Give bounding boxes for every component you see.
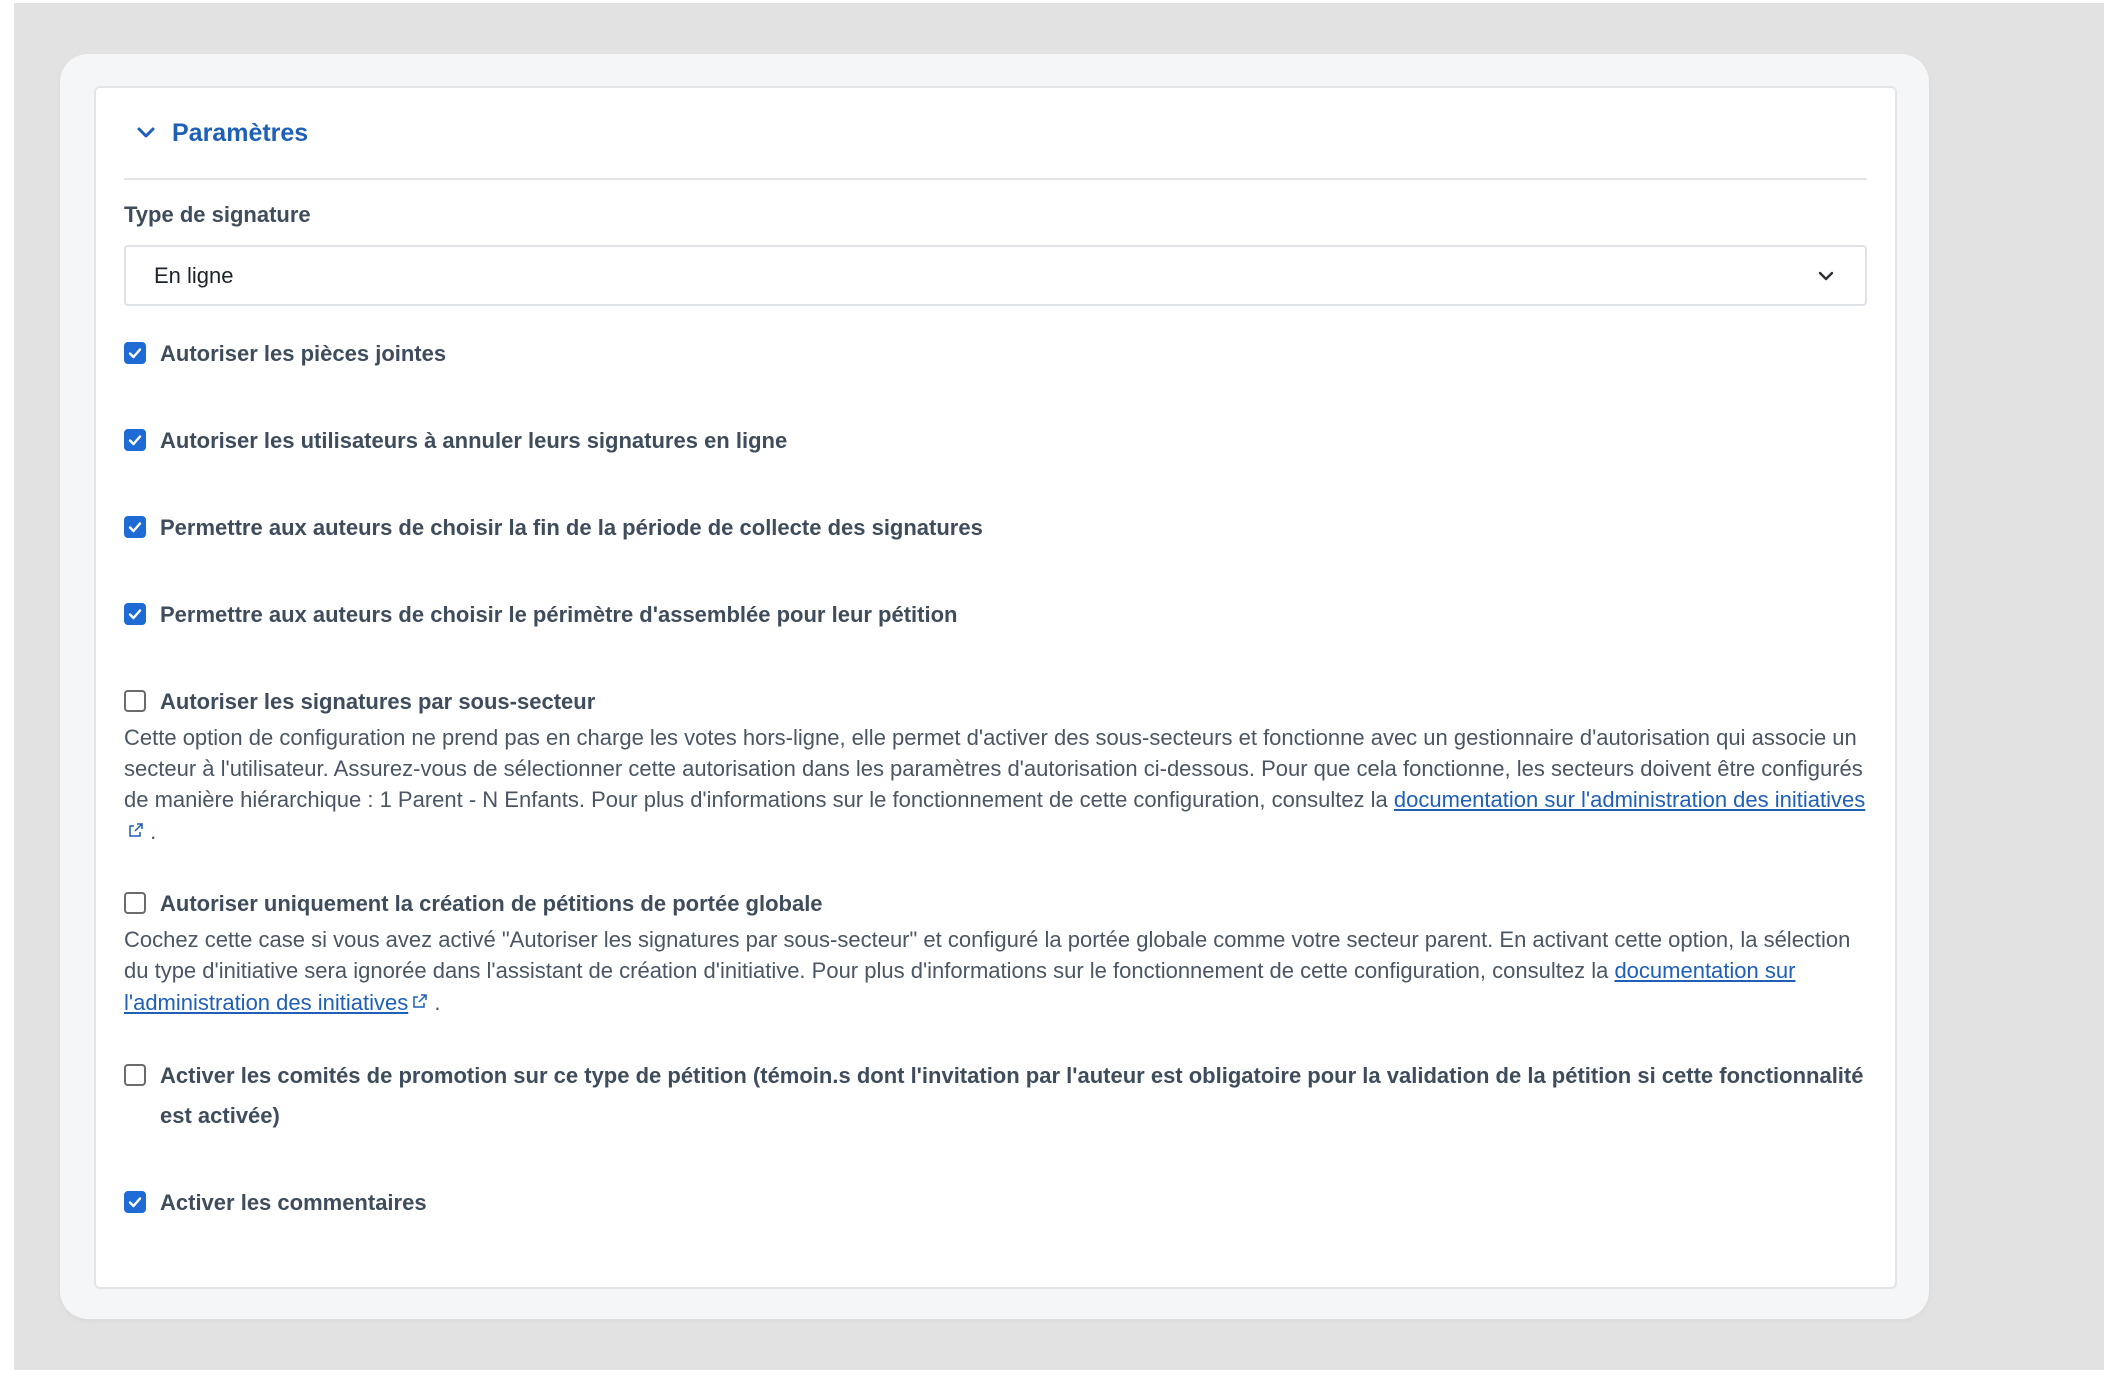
signature-type-label: Type de signature	[124, 202, 311, 227]
checkbox-global-scope-only[interactable]	[124, 892, 146, 914]
option-label: Activer les comités de promotion sur ce type de pétition (témoin.s dont l'invitation par l'auteur est obligatoire pour la validation de la pétition si cette fonctionnalité est activée)	[160, 1063, 1864, 1128]
documentation-link[interactable]: documentation sur l'administration des initiatives	[124, 958, 1796, 1015]
option-cancel-signatures	[124, 421, 1867, 461]
checkbox-comments[interactable]	[124, 1191, 146, 1213]
checkbox-assembly-scope[interactable]	[124, 603, 146, 625]
option-sub-sector-signatures	[124, 682, 1867, 847]
option-help-text: Cochez cette case si vous avez activé "Autoriser les signatures par sous-secteur" et configuré la portée globale comme votre secteur parent. En activant cette option, la sélection du type d'initiative sera ignorée dans l'assistant de création d'initiative. Pour plus d'informations sur le fonctionnement de cette configuration, consultez la documentation sur l'administration des initiatives .	[124, 927, 1851, 1015]
chevron-down-icon	[132, 119, 160, 147]
options-list	[124, 334, 1867, 1223]
check-icon	[127, 432, 143, 448]
option-collection-end	[124, 508, 1867, 548]
signature-type-value: En ligne	[154, 262, 234, 288]
check-icon	[127, 519, 143, 535]
check-icon	[127, 1194, 143, 1210]
external-link-icon	[412, 986, 428, 1002]
checkbox-promotion-committees[interactable]	[124, 1064, 146, 1086]
option-help-text: Cette option de configuration ne prend pas en charge les votes hors-ligne, elle permet d'activer des sous-secteurs et fonctionne avec un gestionnaire d'autorisation qui associe un secteur à l'utilisateur. Assurez-vous de sélectionner cette autorisation dans les paramètres d'autorisation ci-dessous. Pour que cela fonctionne, les secteurs doivent être configurés de manière hiérarchique : 1 Parent - N Enfants. Pour plus d'informations sur le fonctionnement de cette configuration, consultez la documentation sur l'administration des initiatives .	[124, 725, 1866, 844]
signature-type-select[interactable]	[124, 245, 1867, 306]
check-icon	[127, 345, 143, 361]
settings-panel	[94, 86, 1897, 1289]
option-comments	[124, 1183, 1867, 1223]
option-attachments	[124, 334, 1867, 374]
checkbox-sub-sector-signatures[interactable]	[124, 690, 146, 712]
section-title: Paramètres	[172, 118, 309, 147]
checkbox-cancel-signatures[interactable]	[124, 429, 146, 451]
option-label: Autoriser uniquement la création de pétitions de portée globale	[160, 891, 823, 916]
checkbox-collection-end[interactable]	[124, 516, 146, 538]
external-link-icon	[128, 815, 144, 831]
checkbox-attachments[interactable]	[124, 342, 146, 364]
chevron-down-icon	[1813, 263, 1839, 289]
section-toggle[interactable]	[124, 88, 1867, 180]
option-assembly-scope	[124, 595, 1867, 635]
option-label: Autoriser les signatures par sous-secteur	[160, 689, 596, 714]
option-promotion-committees	[124, 1056, 1867, 1136]
option-global-scope-only	[124, 884, 1867, 1018]
check-icon	[127, 606, 143, 622]
option-label: Autoriser les pièces jointes	[160, 341, 447, 366]
documentation-link[interactable]: documentation sur l'administration des initiatives	[1393, 787, 1866, 812]
option-label: Permettre aux auteurs de choisir le périmètre d'assemblée pour leur pétition	[160, 602, 958, 627]
option-label: Permettre aux auteurs de choisir la fin de la période de collecte des signatures	[160, 515, 983, 540]
option-label: Activer les commentaires	[160, 1190, 427, 1215]
option-label: Autoriser les utilisateurs à annuler leurs signatures en ligne	[160, 428, 788, 453]
